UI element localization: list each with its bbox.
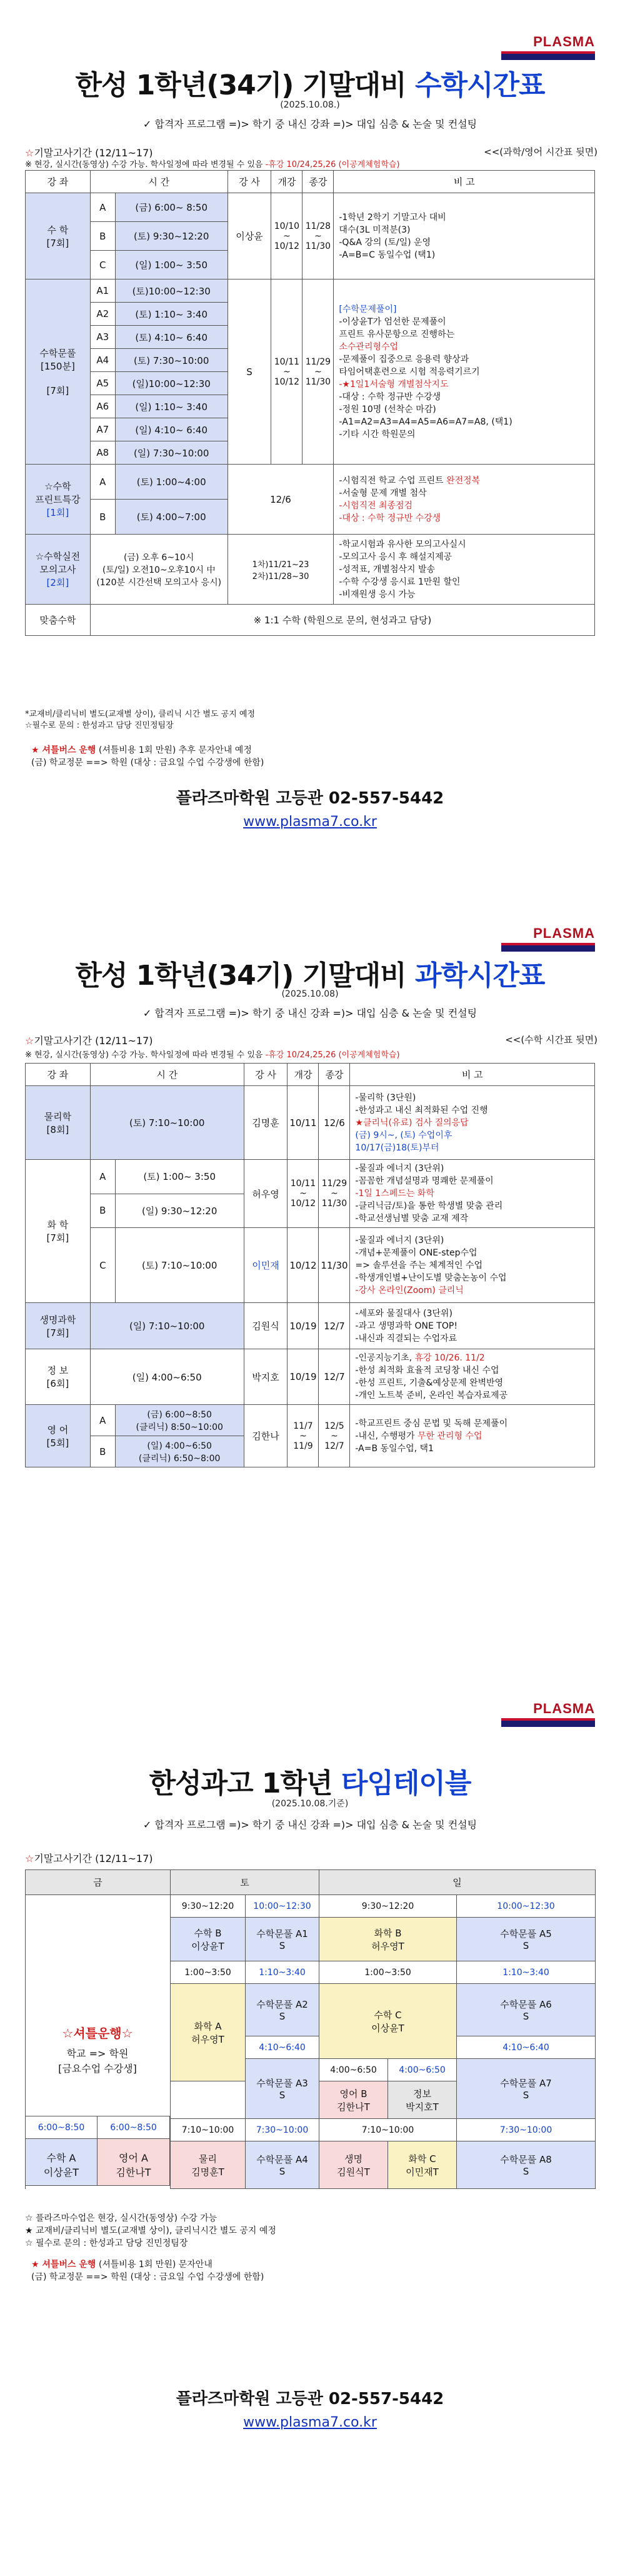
header-note: 비 고 bbox=[334, 171, 595, 193]
header-time: 시 간 bbox=[90, 1064, 244, 1086]
chem-teacher: 허우영 bbox=[244, 1160, 288, 1228]
class-time: (일) 4:00~6:50 (클리닉) 6:50~8:00 bbox=[115, 1436, 244, 1467]
mock-dates: 1차)11/21~23 2차)11/28~30 bbox=[228, 535, 334, 605]
class-cell: 수학문풀 A7 S bbox=[457, 2059, 596, 2119]
slot-time: 10:00~12:30 bbox=[457, 1895, 596, 1918]
info-end: 12/7 bbox=[319, 1349, 350, 1405]
eng-end: 12/5 ~ 12/7 bbox=[319, 1405, 350, 1467]
info-start: 10/19 bbox=[288, 1349, 319, 1405]
header-teacher: 강 사 bbox=[244, 1064, 288, 1086]
header-course: 강 좌 bbox=[26, 171, 91, 193]
slot-time: 4:10~6:40 bbox=[246, 2036, 319, 2059]
prob-start: 10/11 ~ 10/12 bbox=[271, 279, 302, 465]
class-time: (토)10:00~12:30 bbox=[115, 279, 228, 303]
math-course: 수 학 [7회] bbox=[26, 193, 91, 279]
class-time: (일) 7:30~10:00 bbox=[115, 441, 228, 465]
chemc-start: 10/12 bbox=[288, 1228, 319, 1303]
header-course: 강 좌 bbox=[26, 1064, 91, 1086]
class-cell: 수학문풀 A8 S bbox=[457, 2141, 596, 2189]
special-course: ☆수학 프린트특강 [1회] bbox=[26, 465, 91, 535]
mock-course: ☆수학실전 모의고사 [2회] bbox=[26, 535, 91, 605]
timetable-date: (2025.10.08.기준) bbox=[271, 1799, 349, 1809]
prob-teacher: S bbox=[228, 279, 271, 465]
science-date: (2025.10.08) bbox=[281, 989, 339, 999]
prob-course: 수학문풀 [150분] [7회] bbox=[26, 279, 91, 465]
header-end: 종강 bbox=[302, 171, 334, 193]
math-table bbox=[25, 170, 595, 636]
class-time: (금) 6:00~ 8:50 bbox=[115, 193, 228, 222]
class-cell: 수학문풀 A6 S bbox=[457, 1984, 596, 2036]
class-time: (토) 1:10~ 3:40 bbox=[115, 303, 228, 326]
science-title: 한성 1학년(34기) 기말대비 과학시간표 bbox=[75, 960, 545, 992]
math-period: ☆기말고사기간 (12/11~17) bbox=[25, 147, 153, 159]
bio-time: (일) 7:10~10:00 bbox=[90, 1303, 244, 1349]
class-cell: 수학 C 이상윤T bbox=[319, 1984, 457, 2059]
class-label: B bbox=[90, 222, 115, 251]
math-teacher: 이상윤 bbox=[228, 193, 271, 279]
slot-time: 7:10~10:00 bbox=[319, 2119, 457, 2141]
math-title: 한성 1학년(34기) 기말대비 수학시간표 bbox=[75, 69, 545, 101]
math-program: ✓ 합격자 프로그램 =)> 학기 중 내신 강좌 =)> 대입 심층 & 논술 및 컨설팅 bbox=[142, 118, 478, 130]
class-label: C bbox=[90, 251, 115, 279]
science-page bbox=[0, 925, 620, 1676]
header-end: 종강 bbox=[319, 1064, 350, 1086]
slot-time: 1:00~3:50 bbox=[319, 1961, 457, 1984]
physics-note: -물리학 (3단원) -한성과고 내신 최적화된 수업 진행 ★클리닉(유료) 검사 질의응답 (금) 9시~, (토) 수업이후 10/17(금)18(토)부터 bbox=[350, 1086, 595, 1160]
class-time: (토) 1:00~ 3:50 bbox=[115, 1160, 244, 1194]
math-end: 11/28 ~ 11/30 bbox=[302, 193, 334, 279]
class-cell: 생명 김원식T bbox=[319, 2141, 388, 2189]
math-page bbox=[0, 0, 620, 875]
bio-start: 10/19 bbox=[288, 1303, 319, 1349]
friday-shuttle: ☆셔틀운행☆ 학교 => 학원 [금요수업 수강생] bbox=[58, 2026, 137, 2075]
science-program: ✓ 합격자 프로그램 =)> 학기 중 내신 강좌 =)> 대입 심층 & 논술 및 컨설팅 bbox=[142, 1007, 478, 1019]
science-table bbox=[25, 1063, 595, 1467]
class-time: (일) 1:00~ 3:50 bbox=[115, 251, 228, 279]
class-cell: 영어 B 김한나T bbox=[319, 2081, 388, 2119]
plasma-logo: PLASMA bbox=[501, 1701, 595, 1728]
slot-time-empty bbox=[171, 2081, 246, 2119]
info-time: (일) 4:00~6:50 bbox=[90, 1349, 244, 1405]
math-back-note: <<(과학/영어 시간표 뒷면) bbox=[484, 146, 598, 158]
timetable-url[interactable]: www.plasma7.co.kr bbox=[243, 2415, 377, 2430]
friday-classes bbox=[25, 2138, 170, 2186]
class-time: (일) 9:30~12:20 bbox=[115, 1194, 244, 1228]
slot-time: 4:00~6:50 bbox=[388, 2059, 457, 2081]
class-label: B bbox=[90, 1194, 115, 1228]
day-sunday: 일 bbox=[319, 1870, 596, 1895]
class-label: B bbox=[90, 500, 115, 535]
class-cell: 수학문풀 A5 S bbox=[457, 1918, 596, 1961]
class-label: C bbox=[90, 1228, 115, 1303]
prob-end: 11/29 ~ 11/30 bbox=[302, 279, 334, 465]
class-cell: 화학 B 허우영T bbox=[319, 1918, 457, 1961]
math-url[interactable]: www.plasma7.co.kr bbox=[243, 814, 377, 830]
bio-note: -세포와 물질대사 (3단위) -과고 생명과학 ONE TOP! -내신과 직결되는 수업자료 bbox=[350, 1303, 595, 1349]
class-time: (토) 7:30~10:00 bbox=[115, 349, 228, 372]
slot-time: 6:00~8:50 bbox=[25, 2116, 98, 2139]
science-notice: ※ 현강, 실시간(동영상) 수강 가능. 학사일정에 따라 변경될 수 있음 -휴강 10/24,25,26 (이공계체험학습) bbox=[25, 1050, 400, 1060]
timetable-program: ✓ 합격자 프로그램 =)> 학기 중 내신 강좌 =)> 대입 심층 & 논술 및 컨설팅 bbox=[142, 1819, 478, 1831]
class-label: A bbox=[90, 465, 115, 500]
special-note: -시험직전 학교 수업 프린트 완전정복 -서술형 문제 개별 첨삭 -시험직전 최종점검 -대상 : 수학 정규반 수강생 bbox=[334, 465, 595, 535]
math-footnote: *교재비/클리닉비 별도(교재별 상이), 클리닉 시간 별도 공지 예정 ☆필수로 문의 : 한성과고 담당 진민정팀장 bbox=[25, 710, 256, 730]
slot-time: 7:30~10:00 bbox=[457, 2119, 596, 2141]
math-notice: ※ 현강, 실시간(동영상) 수강 가능. 학사일정에 따라 변경될 수 있음 -휴강 10/24,25,26 (이공계체험학습) bbox=[25, 160, 400, 169]
chem-note: -물질과 에너지 (3단위) -꼼꼼한 개념설명과 명쾌한 문제풀이 -1일 1스페드는 화학 -클리닉금/토)을 통한 학생별 맞춤 관리 -학교선생님별 맞춤 교재 제작 bbox=[350, 1160, 595, 1228]
slot-time: 1:10~3:40 bbox=[246, 1961, 319, 1984]
chem-course: 화 학 [7회] bbox=[26, 1160, 91, 1303]
header-teacher: 강 사 bbox=[228, 171, 271, 193]
slot-time: 7:10~10:00 bbox=[171, 2119, 246, 2141]
slot-time: 6:00~8:50 bbox=[98, 2116, 170, 2139]
eng-course: 영 어 [5회] bbox=[26, 1405, 91, 1467]
class-label: A bbox=[90, 193, 115, 222]
physics-teacher: 김명훈 bbox=[244, 1086, 288, 1160]
class-time: (토) 4:10~ 6:40 bbox=[115, 326, 228, 349]
class-cell: 수학 B 이상윤T bbox=[171, 1918, 246, 1961]
timetable-shuttle: ★ 셔틀버스 운행 (셔틀비용 1회 만원) 문자안내 (금) 학교정문 ==> 학원 (대상 : 금요일 수업 수강생에 한함) bbox=[31, 2260, 264, 2282]
class-time: (일)10:00~12:30 bbox=[115, 372, 228, 395]
prob-note: [수학문제풀이] -이상윤T가 엄선한 문제풀이 프린트 유사문항으로 진행하는 소수관리형수업 -문제풀이 집중으로 응용력 향상과 타임어택훈련으로 시험 적응력기르기 -★1일1서술형 개별첨삭지도 -대상 : 수학 정규반 수강생 -정원 10명 (선착순 마감) -A1=A2=A3=A4=A5=A6=A7=A8, (택1) -기타 시간 학원문의 bbox=[334, 279, 595, 465]
special-date: 12/6 bbox=[228, 465, 334, 535]
class-label: A5 bbox=[90, 372, 115, 395]
class-label: A bbox=[90, 1405, 115, 1436]
math-shuttle: ★ 셔틀버스 운행 (셔틀비용 1회 만원) 추후 문자안내 예정 (금) 학교정문 ==> 학원 (대상 : 금요일 수업 수강생에 한함) bbox=[31, 745, 264, 768]
math-date: (2025.10.08.) bbox=[280, 100, 340, 110]
bio-teacher: 김원식 bbox=[244, 1303, 288, 1349]
header-start: 개강 bbox=[271, 171, 302, 193]
math-note: -1학년 2학기 기말고사 대비 대수(3L 미적분(3) -Q&A 강의 (토/일) 운영 -A=B=C 동일수업 (택1) bbox=[334, 193, 595, 279]
science-back-note: <<(수학 시간표 뒷면) bbox=[505, 1034, 598, 1045]
timetable-remarks: ☆ 플라즈마수업은 현강, 실시간(동영상) 수강 가능 ★ 교재비/클리닉비 별도(교재별 상이), 클리닉시간 별도 공지 예정 ☆ 필수로 문의 : 한성과고 담당 진민정팀장 bbox=[25, 2213, 276, 2248]
day-saturday: 토 bbox=[171, 1870, 319, 1895]
class-cell: 수학 A 이상윤T bbox=[25, 2138, 98, 2186]
physics-end: 12/6 bbox=[319, 1086, 350, 1160]
math-start: 10/10 ~ 10/12 bbox=[271, 193, 302, 279]
science-period: ☆기말고사기간 (12/11~17) bbox=[25, 1035, 153, 1047]
class-cell: 수학문풀 A1 S bbox=[246, 1918, 319, 1961]
class-label: A6 bbox=[90, 395, 115, 418]
plasma-logo: PLASMA bbox=[501, 34, 595, 61]
class-label: A1 bbox=[90, 279, 115, 303]
friday-slots bbox=[25, 2116, 170, 2139]
class-cell: 화학 A 허우영T bbox=[171, 1984, 246, 2081]
class-label: A4 bbox=[90, 349, 115, 372]
class-cell: 물리 김명훈T bbox=[171, 2141, 246, 2189]
slot-time: 10:00~12:30 bbox=[246, 1895, 319, 1918]
class-label: A8 bbox=[90, 441, 115, 465]
class-cell: 수학문풀 A2 S bbox=[246, 1984, 319, 2036]
info-course: 정 보 [6회] bbox=[26, 1349, 91, 1405]
custom-note: ※ 1:1 수학 (학원으로 문의, 현성과고 담당) bbox=[90, 605, 594, 636]
bio-end: 12/7 bbox=[319, 1303, 350, 1349]
class-cell: 영어 A 김한나T bbox=[98, 2138, 170, 2186]
bio-course: 생명과학 [7회] bbox=[26, 1303, 91, 1349]
class-time: (일) 4:10~ 6:40 bbox=[115, 418, 228, 441]
timetable-title: 한성과고 1학년 타임테이블 bbox=[149, 1768, 471, 1799]
chemc-end: 11/30 bbox=[319, 1228, 350, 1303]
eng-start: 11/7 ~ 11/9 bbox=[288, 1405, 319, 1467]
class-time: (토) 4:00~7:00 bbox=[115, 500, 228, 535]
physics-course: 물리학 [8회] bbox=[26, 1086, 91, 1160]
chemc-note: -물질과 에너지 (3단위) -개념+문제풀이 ONE-step수업 => 솔루션을 주는 체계적인 수업 -학생개인별+난이도별 맞춤논농이 수업 -강사 온라인(Zoom) 클리닉 bbox=[350, 1228, 595, 1303]
header-start: 개강 bbox=[288, 1064, 319, 1086]
math-contact: 플라즈마학원 고등관 02-557-5442 bbox=[176, 789, 444, 808]
class-cell: 수학문풀 A3 S bbox=[246, 2059, 319, 2119]
header-note: 비 고 bbox=[350, 1064, 595, 1086]
mock-time: (금) 오후 6~10시 (토/일) 오전10~오후10시 中 (120분 시간선택 모의고사 응시) bbox=[90, 535, 228, 605]
chemc-teacher: 이민재 bbox=[244, 1228, 288, 1303]
timetable-period: ☆기말고사기간 (12/11~17) bbox=[25, 1853, 153, 1864]
class-time: (금) 6:00~8:50 (클리닉) 8:50~10:00 bbox=[115, 1405, 244, 1436]
chem-end: 11/29 ~ 11/30 bbox=[319, 1160, 350, 1228]
day-friday: 금 bbox=[26, 1870, 171, 1895]
class-label: A bbox=[90, 1160, 115, 1194]
class-cell: 화학 C 이민재T bbox=[388, 2141, 457, 2189]
class-time: (토) 7:10~10:00 bbox=[115, 1228, 244, 1303]
slot-time: 9:30~12:20 bbox=[319, 1895, 457, 1918]
custom-course: 맞춤수학 bbox=[26, 605, 91, 636]
plasma-logo: PLASMA bbox=[501, 925, 595, 953]
class-label: A2 bbox=[90, 303, 115, 326]
slot-time: 7:30~10:00 bbox=[246, 2119, 319, 2141]
class-cell: 정보 박지호T bbox=[388, 2081, 457, 2119]
slot-time: 9:30~12:20 bbox=[171, 1895, 246, 1918]
timetable-contact: 플라즈마학원 고등관 02-557-5442 bbox=[176, 2390, 444, 2408]
slot-time: 1:00~3:50 bbox=[171, 1961, 246, 1984]
physics-start: 10/11 bbox=[288, 1086, 319, 1160]
class-time: (일) 1:10~ 3:40 bbox=[115, 395, 228, 418]
info-note: -인공지능기초, 휴강 10/26. 11/2 -한성 최적화 효율적 코딩창 내신 수업 -한성 프린트, 기출&예상문제 완벽반영 -개인 노트북 준비, 온라인 복습자료제공 bbox=[350, 1349, 595, 1405]
timetable-page bbox=[0, 1701, 620, 2576]
slot-time: 1:10~3:40 bbox=[457, 1961, 596, 1984]
class-label: A3 bbox=[90, 326, 115, 349]
eng-note: -학교프린트 중심 문법 및 독해 문제풀이 -내신, 수행평가 무한 관리형 수업 -A=B 동일수업, 택1 bbox=[350, 1405, 595, 1467]
class-label: A7 bbox=[90, 418, 115, 441]
eng-teacher: 김한나 bbox=[244, 1405, 288, 1467]
slot-time: 4:00~6:50 bbox=[319, 2059, 388, 2081]
class-time: (토) 9:30~12:20 bbox=[115, 222, 228, 251]
chem-start: 10/11 ~ 10/12 bbox=[288, 1160, 319, 1228]
physics-time: (토) 7:10~10:00 bbox=[90, 1086, 244, 1160]
header-time: 시 간 bbox=[90, 171, 228, 193]
class-time: (토) 1:00~4:00 bbox=[115, 465, 228, 500]
info-teacher: 박지호 bbox=[244, 1349, 288, 1405]
class-cell: 수학문풀 A4 S bbox=[246, 2141, 319, 2189]
slot-time: 4:10~6:40 bbox=[457, 2036, 596, 2059]
class-label: B bbox=[90, 1436, 115, 1467]
mock-note: -학교시험과 유사한 모의고사실시 -모의고사 응시 후 해설지제공 -성적표, 개별첨삭지 발송 -수학 수강생 응시료 1만원 할인 -비재원생 응시 가능 bbox=[334, 535, 595, 605]
